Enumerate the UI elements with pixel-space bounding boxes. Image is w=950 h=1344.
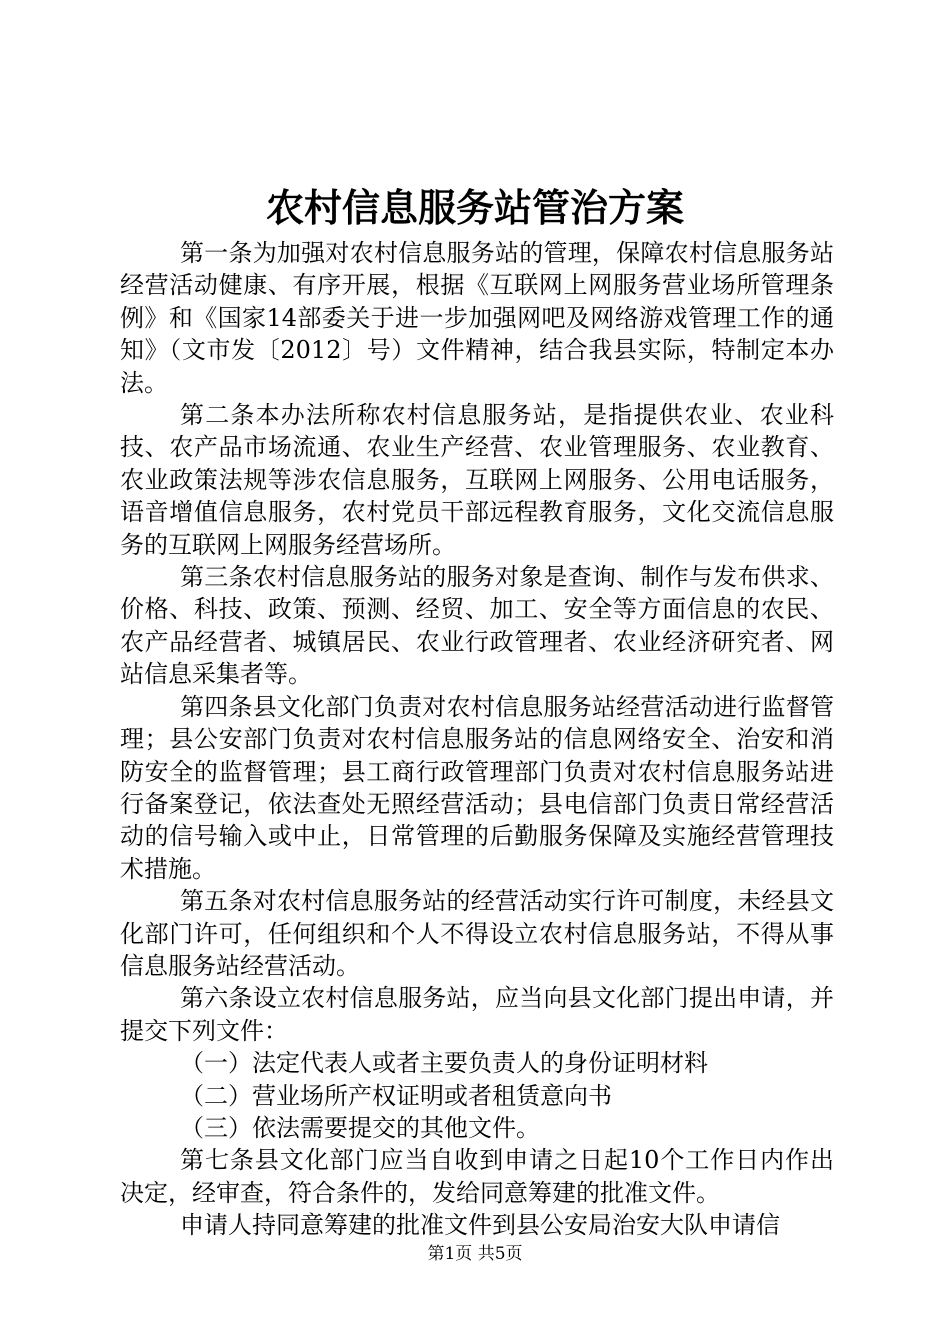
document-title: 农村信息服务站管治方案 — [265, 185, 684, 230]
paragraph-article-5: 第五条对农村信息服务站的经营活动实行许可制度，未经县文化部门许可，任何组织和个人不得设立农村信息服务站，不得从事信息服务站经营活动。 — [120, 887, 834, 980]
list-item-1: （一）法定代表人或者主要负责人的身份证明材料 — [180, 1049, 708, 1078]
list-item-3: （三）依法需要提交的其他文件。 — [180, 1113, 540, 1142]
page-footer: 第1页 共5页 — [427, 1244, 523, 1264]
paragraph-article-6: 第六条设立农村信息服务站，应当向县文化部门提出申请，并提交下列文件： — [120, 984, 834, 1045]
list-item-2: （二）营业场所产权证明或者租赁意向书 — [180, 1081, 612, 1110]
paragraph-article-2: 第二条本办法所称农村信息服务站，是指提供农业、农业科技、农产品市场流通、农业生产经营、农业管理服务、农业教育、农业政策法规等涉农信息服务，互联网上网服务、公用电话服务，语音增值信息服务，农村党员干部远程教育服务，文化交流信息服务的互联网上网服务经营场所。 — [120, 401, 834, 559]
paragraph-article-4: 第四条县文化部门负责对农村信息服务站经营活动进行监督管理；县公安部门负责对农村信息服务站的信息网络安全、治安和消防安全的监督管理；县工商行政管理部门负责对农村信息服务站进行备案登记，依法查处无照经营活动；县电信部门负责日常经营活动的信号输入或中止，日常管理的后勤服务保障及实施经营管理技术措施。 — [120, 692, 834, 883]
document-body — [120, 237, 834, 1242]
paragraph-application: 申请人持同意筹建的批准文件到县公安局治安大队申请信 — [180, 1211, 780, 1240]
paragraph-article-3: 第三条农村信息服务站的服务对象是查询、制作与发布供求、价格、科技、政策、预测、经贸、加工、安全等方面信息的农民、农产品经营者、城镇居民、农业行政管理者、农业经济研究者、网站信息采集者等。 — [120, 563, 834, 689]
paragraph-article-7: 第七条县文化部门应当自收到申请之日起10个工作日内作出决定，经审查，符合条件的，发给同意筹建的批准文件。 — [120, 1146, 834, 1207]
paragraph-article-1: 第一条为加强对农村信息服务站的管理，保障农村信息服务站经营活动健康、有序开展，根据《互联网上网服务营业场所管理条例》和《国家14部委关于进一步加强网吧及网络游戏管理工作的通知》（文市发〔2012〕号）文件精神，结合我县实际，特制定本办法。 — [120, 239, 834, 397]
